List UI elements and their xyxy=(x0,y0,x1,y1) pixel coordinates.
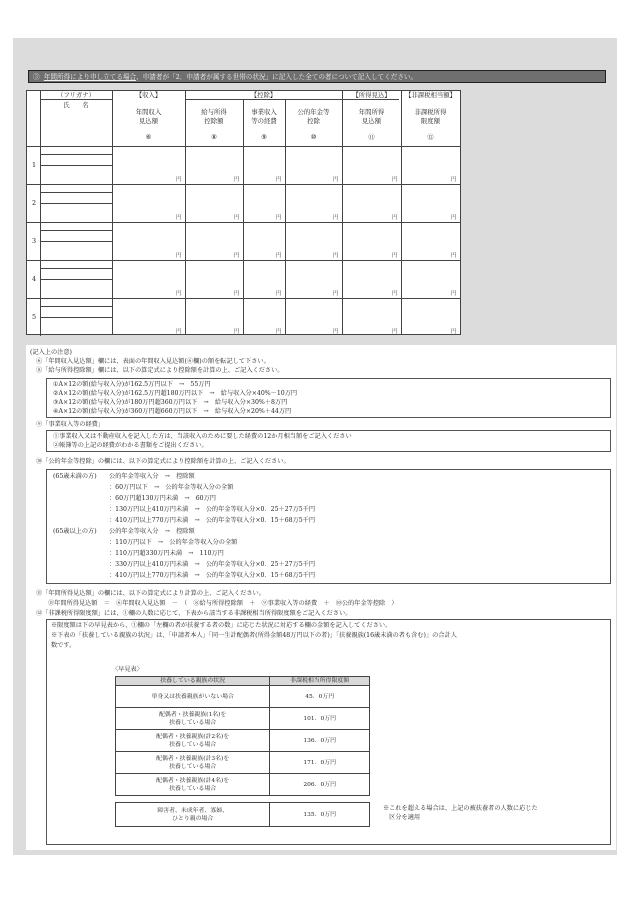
col-expected-number: ⑪ xyxy=(368,133,375,141)
col-business-line1: 事業収入 xyxy=(251,108,277,116)
note-9-box xyxy=(46,430,611,452)
note-10: ⑩「公的年金等控除」の欄には、以下の算定式により控除額を計算の上、ご記入ください。 xyxy=(36,458,290,465)
note-12: ⑫「非課税所得限度額」には、①欄の人数に応じて、下表から該当する非課税相当所得限度額をご記入ください。 xyxy=(36,610,352,617)
pension-under-3: ：130万円以上410万円未満 → 公的年金等収入分×0．25＋27万5千円 xyxy=(109,506,316,513)
table-row xyxy=(116,686,370,708)
name-header: 氏 名 xyxy=(63,101,89,109)
lookup-status: 単身又は扶養親族がいない場合 xyxy=(151,693,234,700)
col-income-line2: 見込額 xyxy=(138,117,159,125)
yen-unit: 円 xyxy=(333,291,339,297)
lookup-limit: 136．0万円 xyxy=(270,730,370,752)
group-expected: 【所得見込】 xyxy=(352,91,391,99)
col-pension-line2: 控除 xyxy=(307,117,320,125)
col-nontax-number: ⑫ xyxy=(427,133,434,141)
col-pension-number: ⑩ xyxy=(310,133,317,141)
pension-over-1: ：110万円以下 → 公的年金等収入分の全額 xyxy=(109,539,238,546)
group-income: 【収入】 xyxy=(135,91,162,99)
yen-unit: 円 xyxy=(392,215,398,221)
lookup-limit: 45．0万円 xyxy=(270,686,370,708)
lookup-status: 配偶者・扶養親族(計2名)を xyxy=(156,733,230,740)
lookup-status-line2: 扶養している場合 xyxy=(169,741,217,748)
yen-unit: 円 xyxy=(234,177,240,183)
yen-unit: 円 xyxy=(392,177,398,183)
lookup-status: 配偶者・扶養親族(計3名)を xyxy=(156,755,230,762)
lookup-table-title: 〈早見表〉 xyxy=(112,666,143,673)
note-9: ⑨「事業収入等の経費」 xyxy=(36,421,105,428)
lookup-table xyxy=(115,676,370,796)
side-note-line1: ※これを超える場合は、上記の被扶養者の人数に応じた xyxy=(383,805,538,812)
yen-unit: 円 xyxy=(276,291,282,297)
pension-over-4: ：410万円以上770万円未満 → 公的年金等収入分×0．15＋68万5千円 xyxy=(109,572,316,579)
note-9-item-2: ②帳簿等の上記の経費がわかる書類をご提出ください。 xyxy=(53,442,208,449)
row-number-3: 3 xyxy=(32,237,37,245)
note-10-box xyxy=(46,469,611,584)
col-nontax-line2: 限度額 xyxy=(420,117,441,125)
note-12-box xyxy=(46,619,611,845)
section-header xyxy=(28,70,606,83)
yen-unit: 円 xyxy=(333,215,339,221)
side-note-line2: 区分を適用 xyxy=(383,814,421,821)
col-business-number: ⑨ xyxy=(261,133,267,141)
lookup-special-status: 障害者、未成年者、寡婦、 xyxy=(157,807,229,814)
note-11-formula: ⑪年間所得見込額 ＝ ⑥年間収入見込額 － （ ⑧給与所得控除額 ＋ ⑨事業収入等の経費 ＋ ⑩公的年金等控除 ） xyxy=(48,600,398,607)
furigana-header: （フリガナ） xyxy=(56,91,96,99)
yen-unit: 円 xyxy=(333,329,339,335)
yen-unit: 円 xyxy=(451,329,457,335)
table-row xyxy=(116,774,370,796)
section-header-underlined: 年間所得により申し立てる場合 xyxy=(43,73,137,81)
yen-unit: 円 xyxy=(276,253,282,259)
col-expected-line1: 年間所得 xyxy=(358,108,385,116)
pension-over-65: (65歳以上の方) 公的年金等収入分 → 控除額 xyxy=(53,528,195,535)
table-row xyxy=(116,730,370,752)
col-income-line1: 年間収入 xyxy=(135,108,162,116)
table-row xyxy=(116,752,370,774)
yen-unit: 円 xyxy=(451,253,457,259)
note-8-item-3: ③A×12の額(給与収入分)が180万円超360万円以下 → 給与収入分×30%＋8万円 xyxy=(53,399,288,406)
yen-unit: 円 xyxy=(333,253,339,259)
yen-unit: 円 xyxy=(276,329,282,335)
row-number-2: 2 xyxy=(32,199,37,207)
yen-unit: 円 xyxy=(276,177,282,183)
lookup-status: 配偶者・扶養親族(計4名)を xyxy=(156,777,230,784)
section-number: ③ xyxy=(33,73,40,81)
note-9-item-1: ①事業収入又は不動産収入を記入した方は、当該収入のために要した経費の12か月相当額をご記入ください xyxy=(53,433,352,440)
note-12-item-2: ※下表の「扶養している親族の状況」は、「申請者本人」「同一生計配偶者(所得金額48万円以下の者)」「扶養親族(16歳未満の者も含む)」の合計人 xyxy=(51,632,457,639)
lookup-status-line2: 扶養している場合 xyxy=(169,785,217,792)
note-6: ⑥「年間収入見込額」欄には、表面の年間収入見込額(⑥欄)の額を転記して下さい。 xyxy=(36,358,270,365)
pension-under-2: ：60万円超130万円未満 → 60万円 xyxy=(109,495,216,502)
note-8: ⑧「給与所得控除額」欄には、以下の算定式により控除額を計算の上、ご記入ください。 xyxy=(36,367,284,374)
yen-unit: 円 xyxy=(176,253,182,259)
yen-unit: 円 xyxy=(176,329,182,335)
col-income-number: ⑥ xyxy=(145,133,152,141)
table-row xyxy=(116,803,370,827)
notes-section xyxy=(26,345,616,850)
col-business-line2: 等の経費 xyxy=(251,117,277,125)
lookup-status: 配偶者・扶養親族(1名)を xyxy=(159,711,227,718)
group-nontax: 【非課税相当額】 xyxy=(404,91,457,99)
yen-unit: 円 xyxy=(234,253,240,259)
note-12-item-3: 数です。 xyxy=(51,642,76,649)
col-salary-line2: 控除額 xyxy=(204,117,224,125)
yen-unit: 円 xyxy=(276,215,282,221)
section-header-text: 、申請者が「2．申請者が属する世帯の状況」に記入した全ての者について記入してください。 xyxy=(136,73,418,81)
yen-unit: 円 xyxy=(451,291,457,297)
lookup-table-special xyxy=(115,802,370,827)
yen-unit: 円 xyxy=(333,177,339,183)
lookup-status-line2: 扶養している場合 xyxy=(169,719,217,726)
yen-unit: 円 xyxy=(176,215,182,221)
yen-unit: 円 xyxy=(234,291,240,297)
yen-unit: 円 xyxy=(392,291,398,297)
row-number-5: 5 xyxy=(32,313,37,321)
yen-unit: 円 xyxy=(176,177,182,183)
notes-title: (記入上の注意) xyxy=(30,349,72,356)
lookup-header-row xyxy=(116,677,370,686)
lookup-limit: 171．0万円 xyxy=(270,752,370,774)
group-deduction: 【控除】 xyxy=(250,91,277,99)
lookup-special-limit: 135．0万円 xyxy=(270,803,370,827)
table-row xyxy=(116,708,370,730)
pension-under-4: ：410万円以上770万円未満 → 公的年金等収入分×0．15＋68万5千円 xyxy=(109,517,316,524)
lookup-special-status-line2: ひとり親の場合 xyxy=(172,815,214,822)
note-8-item-4: ④A×12の額(給与収入分)が360万円超660万円以下 → 給与収入分×20%＋44万円 xyxy=(53,408,292,415)
income-table xyxy=(26,90,461,335)
yen-unit: 円 xyxy=(392,253,398,259)
yen-unit: 円 xyxy=(392,329,398,335)
note-8-item-1: ①A×12の額(給与収入分)が162.5万円以下 → 55万円 xyxy=(53,381,211,388)
yen-unit: 円 xyxy=(234,329,240,335)
col-salary-line1: 給与所得 xyxy=(201,108,227,116)
row-number-1: 1 xyxy=(32,161,37,169)
note-12-item-1: ※限度額は下の早見表から、①欄の「左欄の者が扶養する者の数」に応じた状況に対応する欄の金額を記入してください。 xyxy=(51,622,392,629)
col-salary-number: ⑧ xyxy=(211,133,217,141)
col-pension-line1: 公的年金等 xyxy=(297,108,330,116)
col-nontax-line1: 非課税所得 xyxy=(414,108,447,116)
lookup-header-status: 扶養している親族の状況 xyxy=(116,677,270,686)
lookup-limit: 101．0万円 xyxy=(270,708,370,730)
note-8-item-2: ②A×12の額(給与収入分)が162.5万円超180万円以下 → 給与収入分×40%－10万円 xyxy=(53,390,298,397)
yen-unit: 円 xyxy=(176,291,182,297)
col-expected-line2: 見込額 xyxy=(361,117,382,125)
pension-over-3: ：330万円以上410万円未満 → 公的年金等収入分×0．25＋27万5千円 xyxy=(109,561,316,568)
yen-unit: 円 xyxy=(451,177,457,183)
note-8-box xyxy=(46,378,611,418)
lookup-limit: 206．0万円 xyxy=(270,774,370,796)
pension-under-1: ：60万円以下 → 公的年金等収入分の全額 xyxy=(109,484,234,491)
note-11: ⑪「年間所得見込額」の欄には、以下の算定式により計算の上、ご記入ください。 xyxy=(36,590,265,597)
pension-under-65: (65歳未満の方) 公的年金等収入分 → 控除額 xyxy=(53,473,195,480)
lookup-status-line2: 扶養している場合 xyxy=(169,763,217,770)
yen-unit: 円 xyxy=(234,215,240,221)
yen-unit: 円 xyxy=(451,215,457,221)
lookup-header-limit: 非課税相当所得限度額 xyxy=(270,677,370,686)
pension-over-2: ：110万円超330万円未満 → 110万円 xyxy=(109,550,224,557)
row-number-4: 4 xyxy=(32,275,37,283)
